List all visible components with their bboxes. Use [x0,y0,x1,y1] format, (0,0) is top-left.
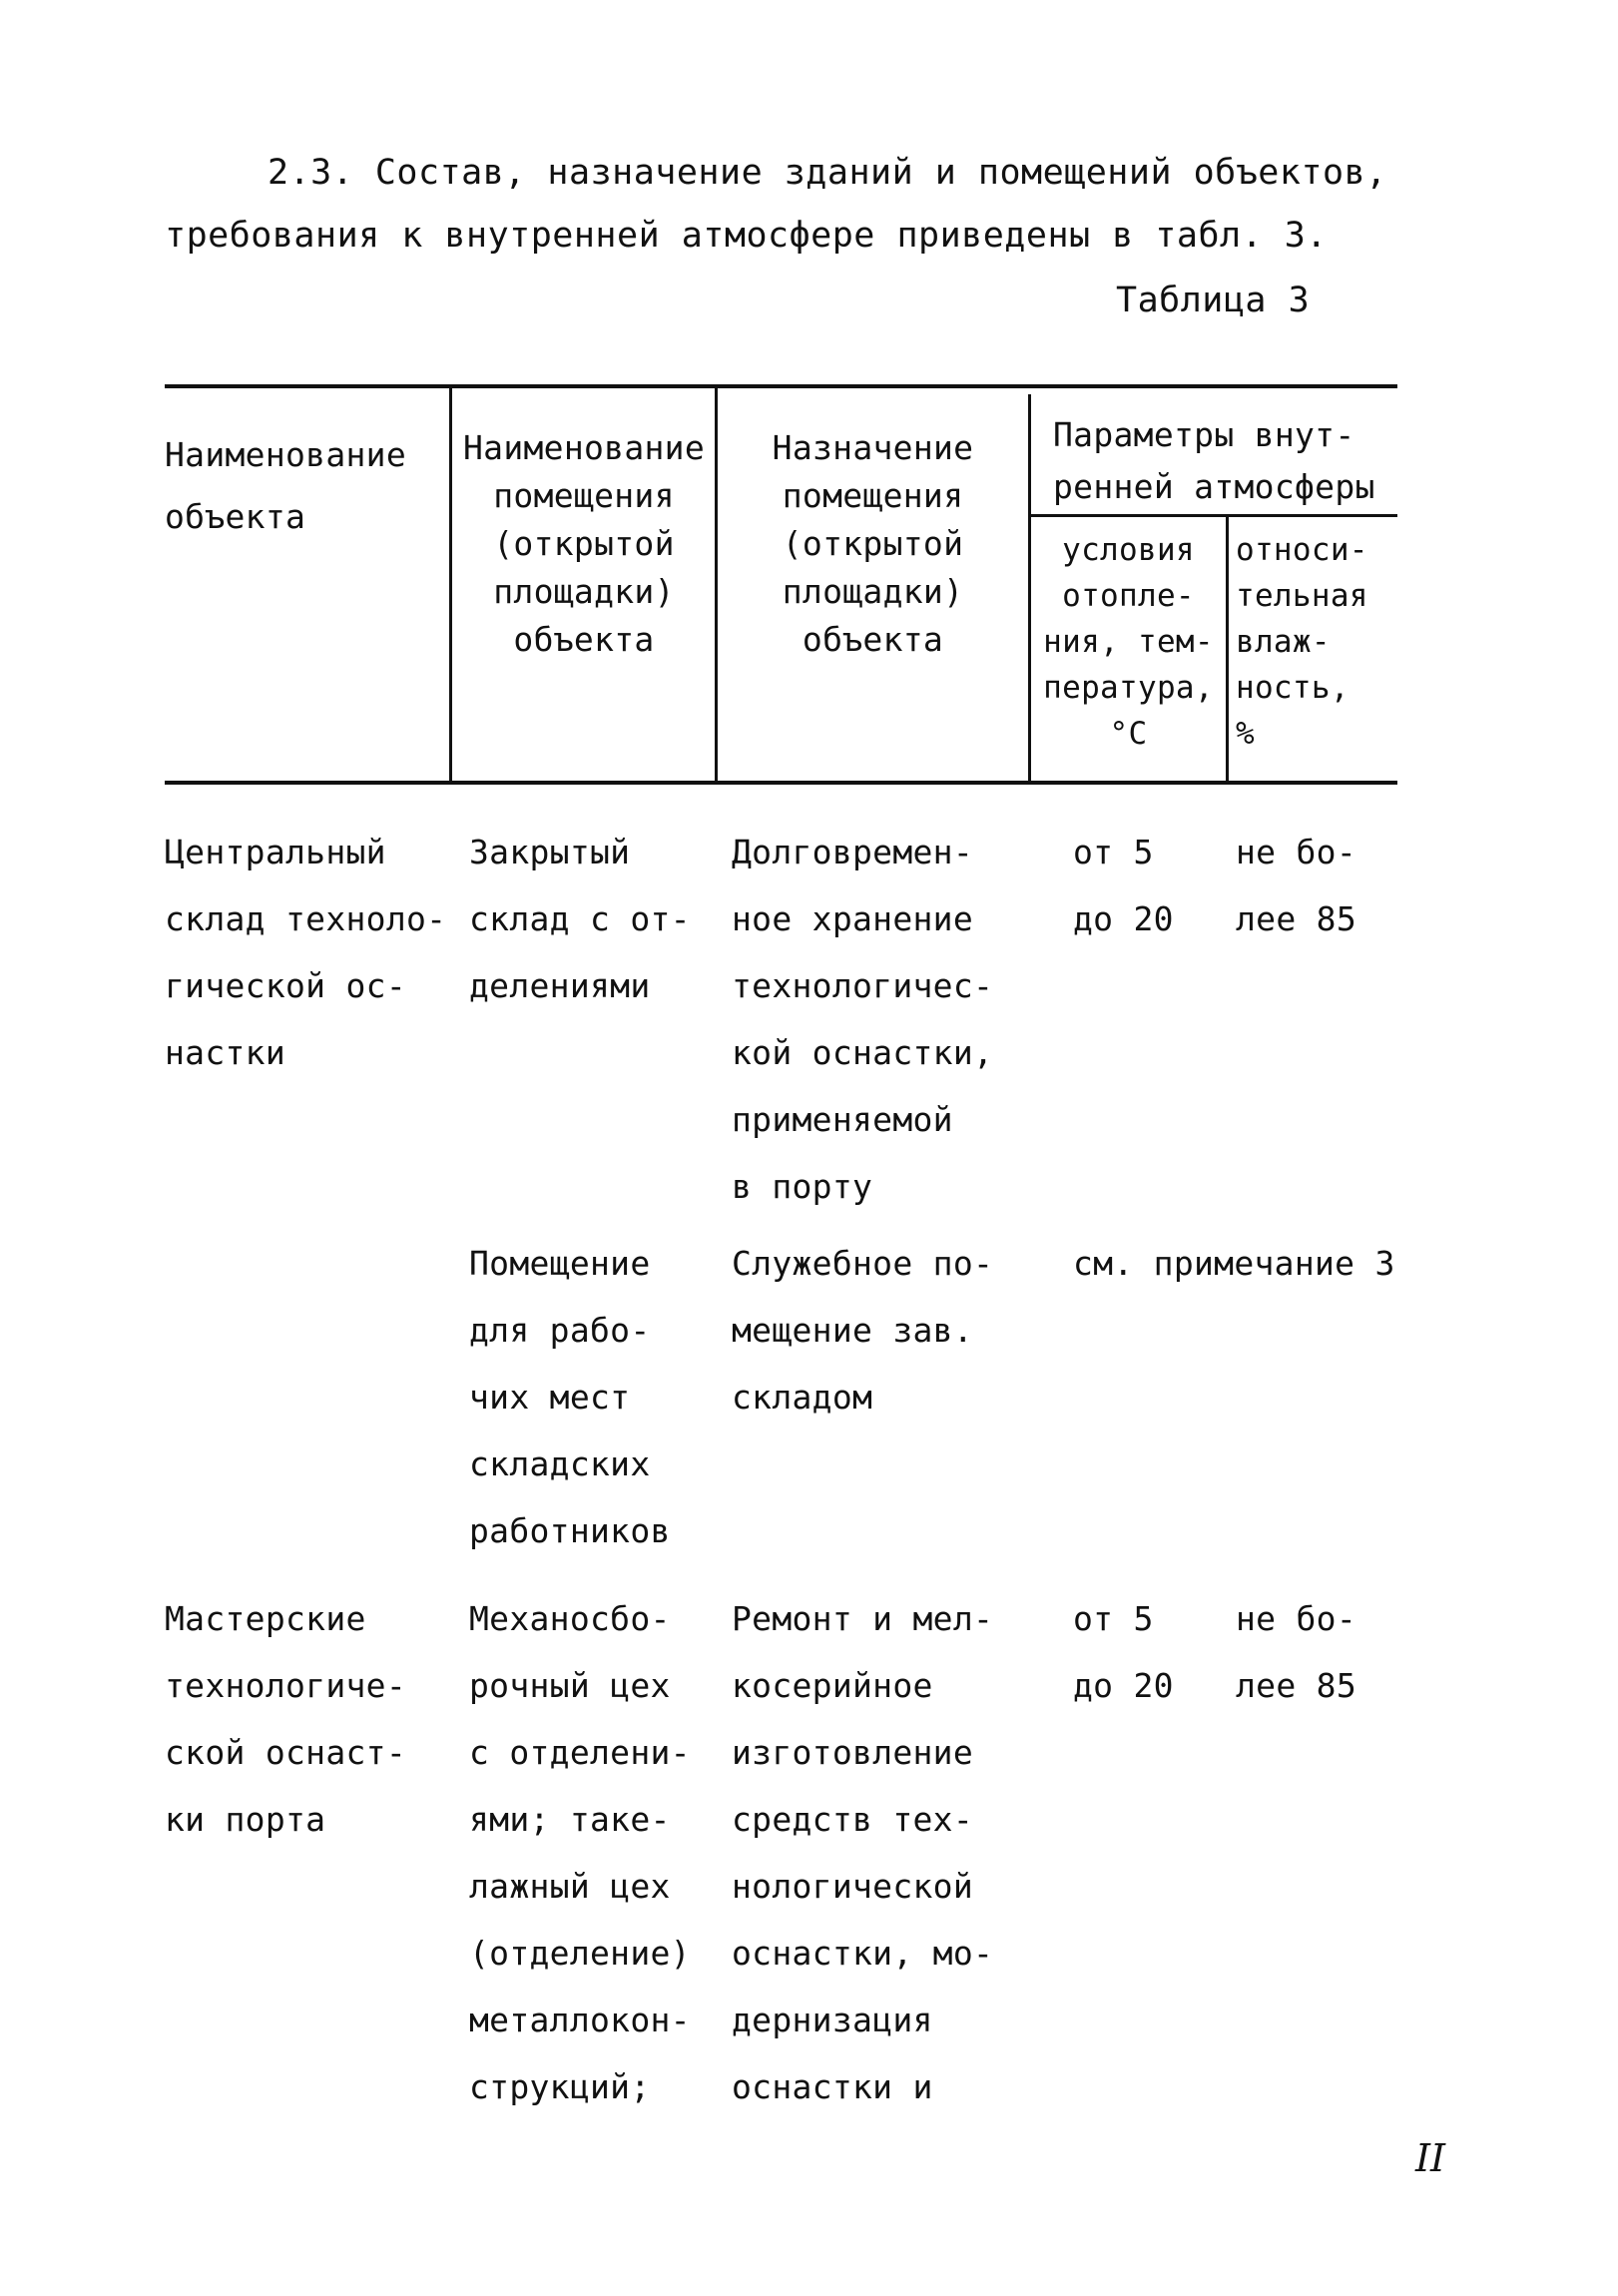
table-top-rule [165,384,1397,388]
row1-heating: от 5 до 20 [1073,833,1174,938]
row3-humidity: не бо- лее 85 [1236,1599,1357,1705]
header-atmosphere: Параметры внут- ренней атмосферы [1053,415,1375,506]
header-bottom-rule [165,781,1397,785]
row3-room: Механосбо- рочный цех с отделени- ями; таке- лажный цех (отделение) металлокон- струкций; [469,1599,691,2106]
row2-room: Помещение для рабо- чих мест складских работников [469,1244,671,1550]
row3-object: Мастерские технологиче- ской оснаст- ки порта [165,1599,407,1839]
page-number: II [1415,2136,1446,2180]
header-heating: условия отопле- ния, тем- пература, °C [1043,532,1214,752]
row1-purpose: Долговремен- ное хранение технологичес- кой оснастки, применяемой в порту [732,833,994,1206]
intro-line-1: 2.3. Состав, назначение зданий и помещений объектов, [268,153,1387,193]
col-divider-4 [1226,517,1229,784]
row1-humidity: не бо- лее 85 [1236,833,1357,938]
header-room-name: Наименование помещения (открытой площадки) объекта [462,428,705,659]
header-humidity: относи- тельная влаж- ность, % [1236,532,1368,752]
row1-object: Центральный склад техноло- гической ос- настки [165,833,447,1072]
row1-room: Закрытый склад с от- делениями [469,833,691,1005]
row3-purpose: Ремонт и мел- косерийное изготовление средств тех- нологической оснастки, мо- дернизация оснастки и [732,1599,994,2106]
table-caption: Таблица 3 [1116,281,1311,320]
atmosphere-subheader-rule [1028,514,1397,517]
row3-heating: от 5 до 20 [1073,1599,1174,1705]
col-divider-1 [449,384,452,784]
col-divider-2 [715,384,718,784]
header-room-purpose: Назначение помещения (открытой площадки) объекта [772,428,974,659]
row2-note: см. примечание 3 [1073,1244,1395,1283]
header-object-name: Наименование объекта [165,435,407,536]
row2-purpose: Служебное по- мещение зав. складом [732,1244,994,1417]
intro-line-2: требования к внутренней атмосфере приведены в табл. 3. [165,216,1328,256]
